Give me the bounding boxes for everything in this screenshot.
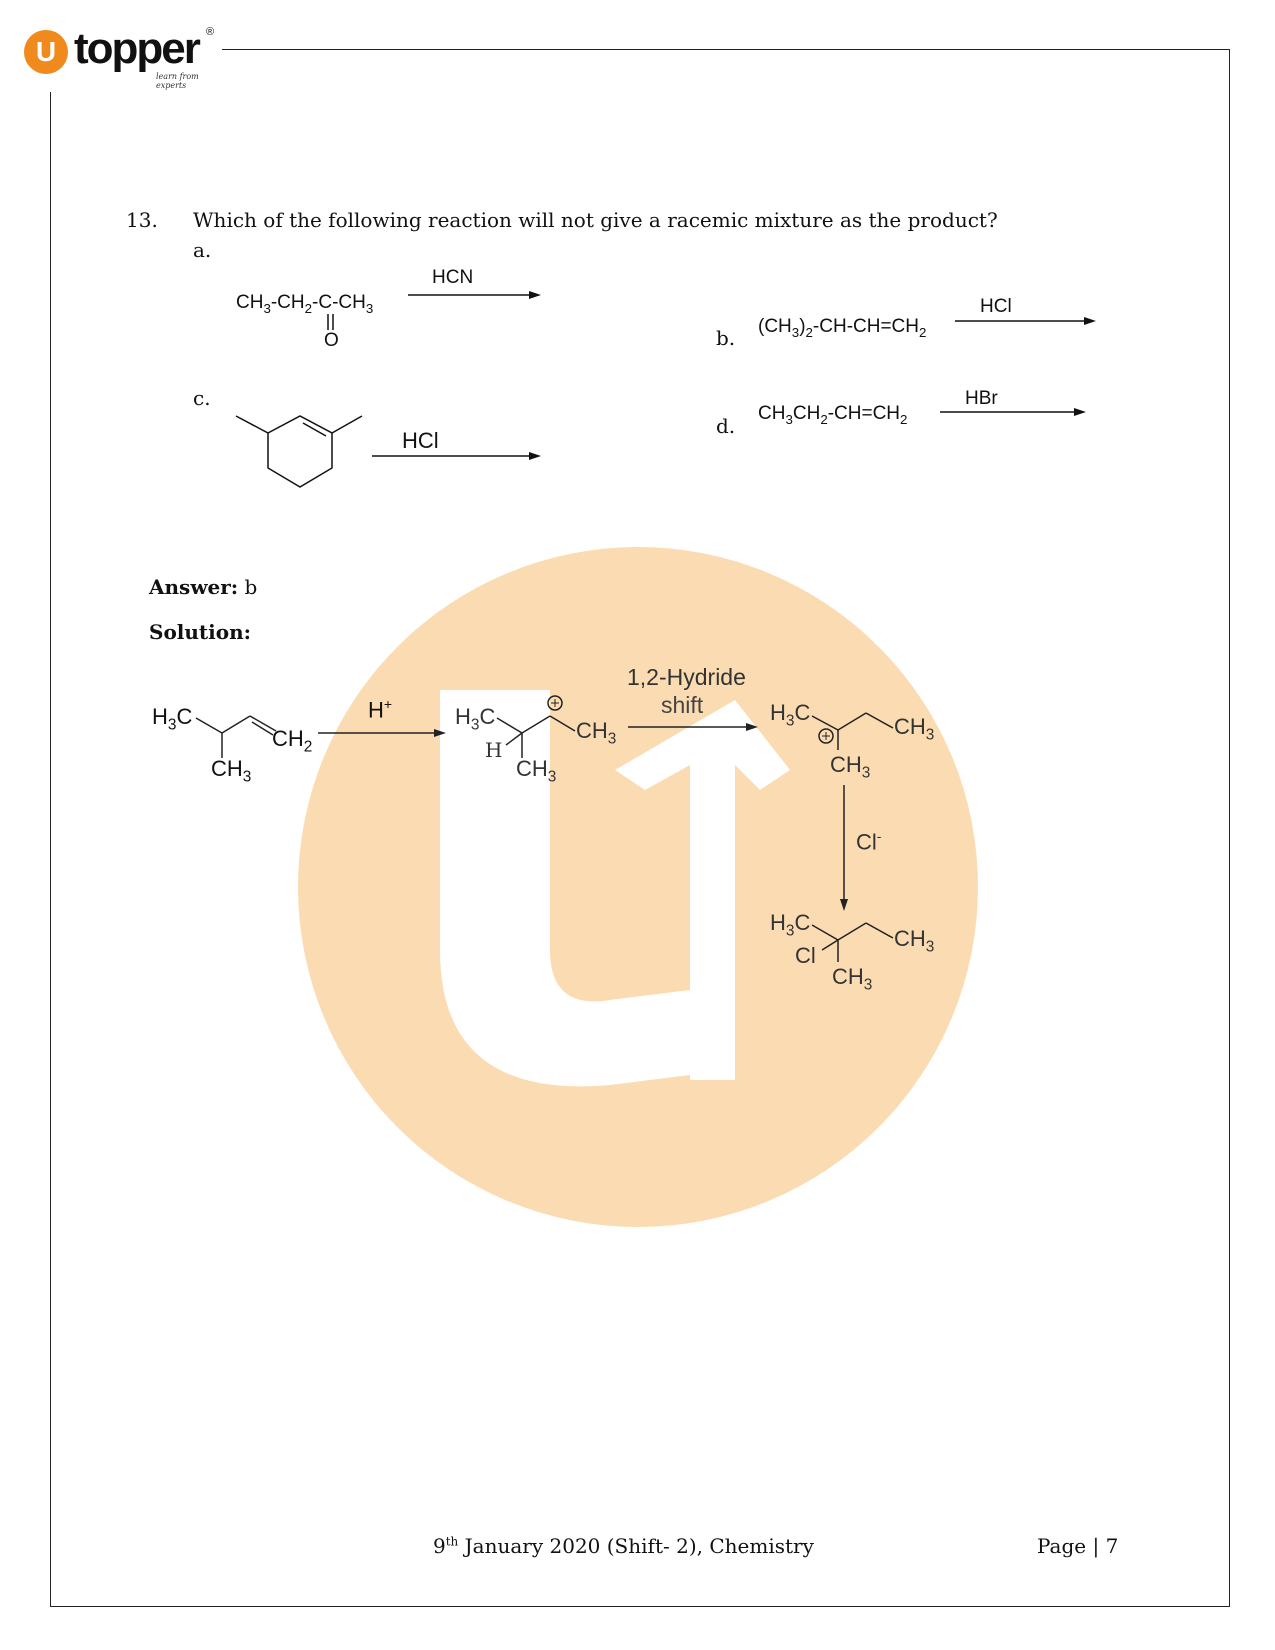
shift-label-line1: 1,2-Hydride (627, 664, 746, 690)
cation2-ch3-right: $CH_3$ (894, 714, 935, 744)
option-c-label: c. (193, 386, 211, 410)
reagent-h-charge: + (383, 696, 393, 712)
logo-letter: U (35, 36, 57, 67)
reagent-h: H (368, 697, 384, 723)
cation1-h: H (485, 738, 503, 762)
logo (24, 24, 224, 90)
product-cl: Cl (795, 943, 816, 968)
option-d-label: d. (716, 414, 736, 438)
tagline: learn from experts (156, 72, 199, 90)
answer-value: b (244, 575, 258, 599)
option-c-reagent: HCl (402, 428, 439, 453)
footer-date-text: January 2020 (Shift- 2), Chemistry (464, 1534, 814, 1558)
solution-label: Solution: (149, 620, 252, 644)
chloride-charge: - (876, 828, 882, 844)
footer-date-day: 9 (433, 1534, 446, 1558)
frame-right (1229, 49, 1230, 1607)
answer-label: Answer: (149, 575, 239, 599)
reactant-h3c: $H_3C$ (152, 704, 193, 734)
product-h3c: $H_3C$ (770, 910, 811, 940)
cation2-ch3-bottom: $CH_3$ (830, 752, 871, 782)
watermark-circle (298, 547, 978, 1227)
option-a-carbonyl-o: O (324, 330, 339, 351)
answer (149, 575, 257, 599)
frame-left (50, 92, 51, 1607)
option-d-reagent: HBr (965, 388, 998, 409)
cation1-ch3-right: $CH_3$ (576, 718, 617, 748)
product-ch3-right: $CH_3$ (894, 926, 935, 956)
protonation-reagent (368, 696, 392, 723)
footer-date (433, 1534, 814, 1558)
option-d-reactant: $CH_3CH_2-CH=CH_2$ (758, 403, 908, 427)
reactant-ch2: $CH_2$ (272, 726, 313, 756)
cation2-h3c: $H_3C$ (770, 700, 811, 730)
registered-mark: ® (206, 26, 215, 38)
footer-date-sup: th (445, 1534, 459, 1549)
option-a-reactant: $CH_3-CH_2-C-CH_3$ (236, 292, 374, 316)
cation1-h3c: $H_3C$ (455, 704, 496, 734)
page-number: Page | 7 (1037, 1534, 1119, 1558)
logo-icon (24, 30, 68, 74)
frame-bottom (50, 1606, 1230, 1607)
option-b-label: b. (716, 326, 736, 350)
brand-name: topper (74, 24, 199, 73)
reactant-ch3: $CH_3$ (211, 756, 252, 786)
frame-top (222, 49, 1230, 50)
product-ch3-bottom: $CH_3$ (832, 964, 873, 994)
cation1-ch3-bottom: $CH_3$ (516, 756, 557, 786)
question-number: 13. (126, 208, 158, 232)
question-text: Which of the following reaction will not give a racemic mixture as the product? (193, 208, 998, 232)
chloride-ion (856, 828, 881, 855)
option-a-label: a. (193, 238, 212, 262)
option-b-reactant: $(CH_3)_2-CH-CH=CH_2$ (758, 316, 927, 340)
shift-label-line2: shift (661, 692, 704, 718)
option-b-reagent: HCl (980, 296, 1012, 317)
chloride-symbol: Cl (856, 829, 877, 855)
option-a-reagent: HCN (432, 267, 474, 288)
